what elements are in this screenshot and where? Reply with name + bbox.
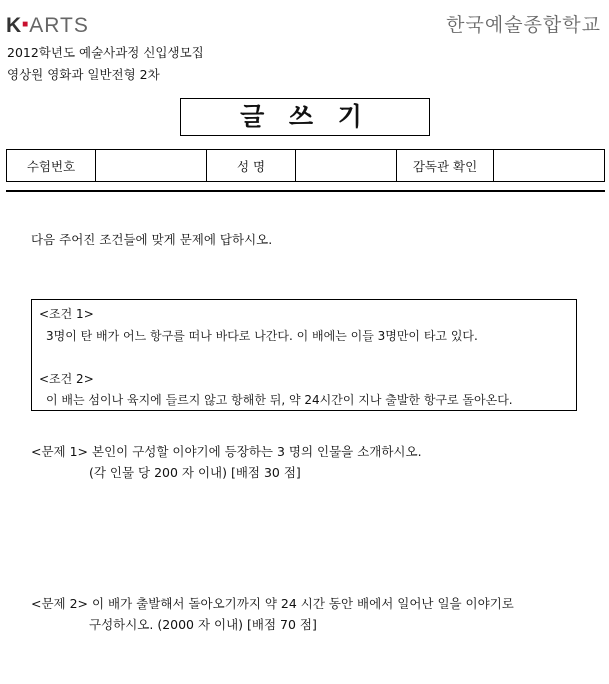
page-title: 글 쓰 기 xyxy=(180,98,430,136)
exam-number-field[interactable] xyxy=(96,150,207,182)
exam-number-label: 수험번호 xyxy=(7,150,96,182)
logo-arts: ARTS xyxy=(29,14,89,37)
question-2-text: <문제 2> 이 배가 출발해서 돌아오기까지 약 24 시간 동안 배에서 일어난 일을 이야기로 xyxy=(31,596,514,611)
exam-year-heading: 2012학년도 예술사과정 신입생모집 xyxy=(7,45,204,60)
header-divider xyxy=(6,190,605,192)
question-1-limit: (각 인물 당 200 자 이내) [배점 30 점] xyxy=(89,465,301,480)
name-label: 성 명 xyxy=(207,150,296,182)
department-heading: 영상원 영화과 일반전형 2차 xyxy=(7,67,160,82)
school-name: 한국예술종합학교 xyxy=(446,14,601,36)
condition-2-text: 이 배는 섬이나 육지에 들르지 않고 항해한 뒤, 약 24시간이 지나 출발한 항구로 돌아온다. xyxy=(46,393,513,407)
name-field[interactable] xyxy=(296,150,397,182)
condition-1-text: 3명이 탄 배가 어느 항구를 떠나 바다로 나간다. 이 배에는 이들 3명만이 타고 있다. xyxy=(46,329,478,343)
candidate-info-table xyxy=(6,149,605,182)
conditions-box xyxy=(31,299,577,411)
supervisor-field[interactable] xyxy=(494,150,605,182)
instruction-text: 다음 주어진 조건들에 맞게 문제에 답하시오. xyxy=(31,232,273,247)
supervisor-label: 감독관 확인 xyxy=(397,150,494,182)
logo-dot-icon: ■ xyxy=(22,19,30,30)
question-2-limit: 구성하시오. (2000 자 이내) [배점 70 점] xyxy=(89,617,317,632)
condition-2-label: <조건 2> xyxy=(39,372,94,386)
condition-1-label: <조건 1> xyxy=(39,307,94,321)
question-1-text: <문제 1> 본인이 구성할 이야기에 등장하는 3 명의 인물을 소개하시오. xyxy=(31,444,422,459)
logo-k: K xyxy=(6,14,23,37)
kارts-logo xyxy=(6,14,89,38)
